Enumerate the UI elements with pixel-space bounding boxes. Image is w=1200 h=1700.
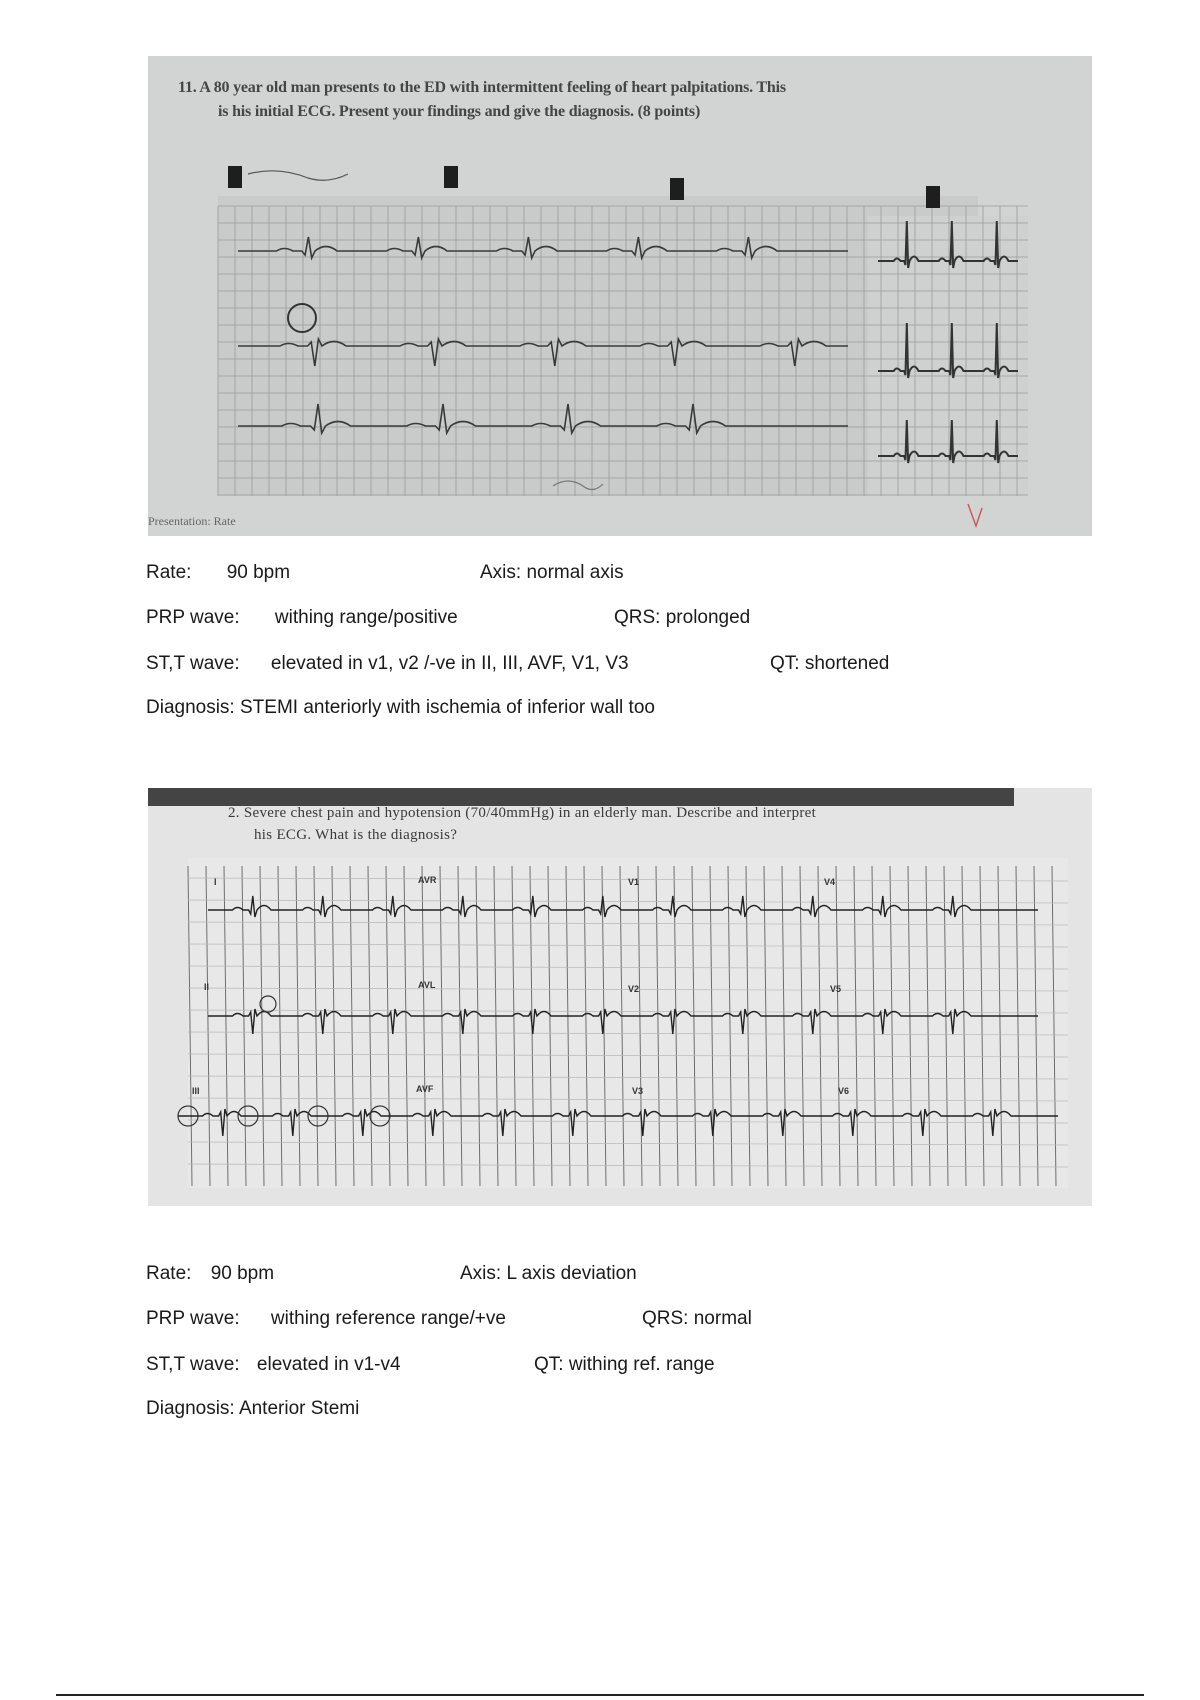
answer-2-prp [146, 1308, 506, 1330]
ecg-1-marker [926, 186, 940, 208]
answer-1-stt [146, 653, 629, 675]
ecg-2-lead-label: AVR [418, 875, 437, 885]
footer-rule [56, 1694, 1144, 1696]
answer-2-stt-value: elevated in v1-v4 [256, 1354, 401, 1375]
answer-1-prp-label: PRP wave: [146, 607, 240, 628]
answer-2-axis: Axis: L axis deviation [460, 1263, 637, 1284]
answer-1-stt-value: elevated in v1, v2 /-ve in II, III, AVF, V1, V3 [270, 653, 629, 674]
question-1-line-1: 11. A 80 year old man presents to the ED with intermittent feeling of heart palpitations. This [178, 79, 786, 96]
question-1-line-2: is his initial ECG. Present your findings and give the diagnosis. (8 points) [218, 103, 701, 120]
answer-2-prp-label: PRP wave: [146, 1308, 240, 1329]
ecg-2-lead-label: II [204, 982, 210, 992]
ecg-2-lead-label: I [214, 877, 217, 887]
question-1-text [178, 76, 1058, 124]
answer-2-stt [146, 1354, 401, 1376]
ecg-2-lead-label: III [192, 1086, 200, 1096]
ecg-2-lead-label: V5 [830, 984, 842, 994]
answer-1-prp-value: withing range/positive [274, 607, 458, 628]
ecg-1-red-mark [968, 504, 982, 526]
answer-1-stt-label: ST,T wave: [146, 653, 240, 674]
answer-1-diagnosis: Diagnosis: STEMI anteriorly with ischemia of inferior wall too [146, 697, 655, 718]
ecg-photo-1 [148, 56, 1092, 536]
ecg-2-lead-label: AVL [418, 980, 436, 990]
answer-2-rate-value: 90 bpm [210, 1263, 275, 1284]
ecg-1-paper-right [868, 216, 1028, 496]
answer-2-rate-label: Rate: [146, 1263, 192, 1284]
answer-1-rate [146, 562, 290, 584]
answer-1-rate-label: Rate: [146, 562, 192, 583]
ecg-photo-2 [148, 788, 1092, 1206]
answer-1-qt: QT: shortened [770, 653, 890, 674]
ecg-trace-2 [148, 788, 1092, 1206]
ecg-1-handwriting [248, 171, 348, 180]
question-2-text [228, 802, 1088, 846]
ecg-2-lead-label: V4 [824, 877, 836, 887]
answer-2-qrs: QRS: normal [642, 1308, 752, 1329]
ecg-1-marker [444, 166, 458, 188]
question-2-line-2: his ECG. What is the diagnosis? [254, 827, 458, 843]
answer-1-rate-value: 90 bpm [226, 562, 291, 583]
ecg-trace-1 [148, 56, 1092, 536]
ecg-1-marker [228, 166, 242, 188]
answer-2-qt: QT: withing ref. range [534, 1354, 715, 1375]
ecg-2-lead-label: AVF [416, 1084, 434, 1094]
presentation-label: Presentation: Rate [148, 514, 236, 528]
ecg-2-lead-label: V1 [628, 877, 640, 887]
ecg-2-lead-label: V2 [628, 984, 640, 994]
ecg-2-lead-label: V6 [838, 1086, 850, 1096]
answer-1-prp [146, 607, 458, 629]
answer-2-rate [146, 1263, 274, 1285]
ecg-2-lead-label: V3 [632, 1086, 644, 1096]
answer-1-qrs: QRS: prolonged [614, 607, 751, 628]
question-2-line-1: 2. Severe chest pain and hypotension (70/40mmHg) in an elderly man. Describe and interpret [228, 805, 817, 821]
answer-2-diagnosis: Diagnosis: Anterior Stemi [146, 1398, 360, 1419]
answer-1-axis: Axis: normal axis [480, 562, 624, 583]
answer-2-stt-label: ST,T wave: [146, 1354, 240, 1375]
ecg-1-marker [670, 178, 684, 200]
answer-2-prp-value: withing reference range/+ve [270, 1308, 506, 1329]
